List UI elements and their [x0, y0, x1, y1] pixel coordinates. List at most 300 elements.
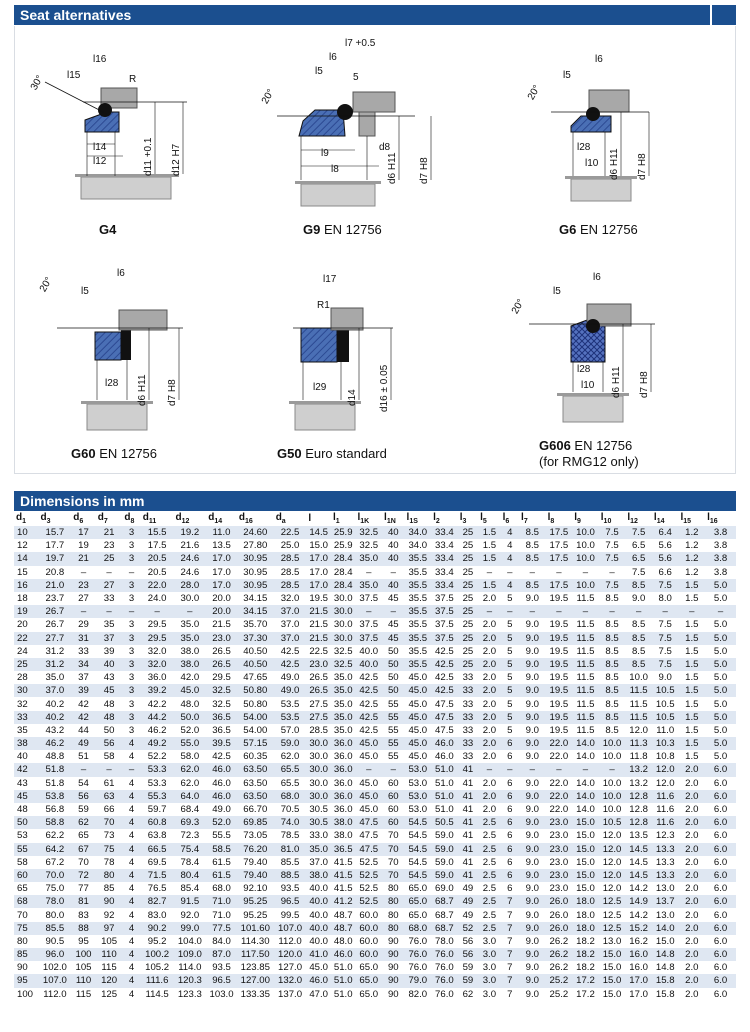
table-cell: 46.0 — [431, 737, 458, 750]
table-cell: 36.0 — [331, 737, 356, 750]
table-cell: 22.0 — [546, 777, 573, 790]
table-cell: 30.0 — [331, 592, 356, 605]
table-cell: 21.5 — [306, 632, 331, 645]
table-cell: 4 — [122, 750, 140, 763]
table-cell: 18.2 — [572, 935, 599, 948]
table-cell: 6 — [501, 737, 519, 750]
table-cell: 30.5 — [306, 803, 331, 816]
table-row — [14, 908, 736, 921]
table-cell: 11.0 — [652, 724, 679, 737]
table-cell: 48.0 — [331, 935, 356, 948]
caption-g4: G4 — [99, 222, 117, 237]
table-cell: 72.3 — [173, 829, 206, 842]
table-cell: 9.0 — [652, 671, 679, 684]
table-cell: 68.4 — [173, 803, 206, 816]
table-cell: 42.5 — [431, 684, 458, 697]
table-cell: 15.0 — [572, 843, 599, 856]
table-cell: 5 — [501, 684, 519, 697]
table-cell: 42.5 — [355, 671, 382, 684]
column-header-d12: $d_{12}$ — [175, 512, 190, 525]
label-angle20-g6: 20° — [525, 83, 543, 102]
label-l5-g606: l5 — [553, 286, 561, 297]
table-cell: 4 — [501, 552, 519, 565]
table-cell: 7.5 — [599, 552, 626, 565]
table-cell: 61.5 — [206, 856, 237, 869]
table-cell: 47.5 — [355, 843, 382, 856]
table-cell: 40 — [382, 579, 404, 592]
table-cell: – — [546, 566, 573, 579]
table-cell: 32.0 — [274, 592, 307, 605]
table-cell: 107.0 — [39, 974, 72, 987]
table-cell: 11.5 — [625, 711, 652, 724]
table-cell: 27 — [71, 592, 96, 605]
table-cell: 6 — [501, 843, 519, 856]
table-cell: 60 — [382, 790, 404, 803]
table-cell: 2.0 — [679, 988, 706, 1001]
table-cell: 65.0 — [405, 895, 432, 908]
table-cell: 36.5 — [206, 711, 237, 724]
table-cell: 77.5 — [206, 922, 237, 935]
table-cell: 3.8 — [705, 552, 736, 565]
table-cell: 1.2 — [679, 552, 706, 565]
table-cell: 70 — [382, 829, 404, 842]
table-cell: 90 — [14, 961, 39, 974]
table-cell: 70 — [96, 816, 123, 829]
table-cell: 46.0 — [306, 974, 331, 987]
table-cell: 2.0 — [679, 869, 706, 882]
column-header-d16: $d_{16}$ — [238, 512, 253, 525]
table-cell: 30.0 — [306, 763, 331, 776]
table-cell: 42.5 — [355, 724, 382, 737]
table-cell: 30.5 — [306, 816, 331, 829]
table-cell: 3.8 — [705, 539, 736, 552]
table-cell: – — [625, 605, 652, 618]
table-cell: 65 — [71, 829, 96, 842]
table-cell: 2.5 — [478, 869, 500, 882]
table-cell: 9.0 — [519, 935, 546, 948]
table-cell: 64.2 — [39, 843, 72, 856]
table-cell: 41 — [458, 869, 478, 882]
table-cell: 9.0 — [519, 843, 546, 856]
table-cell: 84.0 — [206, 935, 237, 948]
table-cell: 56 — [96, 737, 123, 750]
table-cell: 17 — [71, 526, 96, 539]
table-cell: 25 — [458, 632, 478, 645]
table-cell: 41 — [458, 816, 478, 829]
table-cell: – — [519, 763, 546, 776]
table-cell: 33.0 — [306, 829, 331, 842]
table-cell: 59 — [71, 803, 96, 816]
table-cell: 68.7 — [431, 922, 458, 935]
table-cell: 60 — [14, 869, 39, 882]
table-cell: 70 — [382, 869, 404, 882]
caption-g50: G50 Euro standard — [277, 446, 387, 461]
table-cell: 17.0 — [206, 552, 237, 565]
table-cell: 18 — [14, 592, 39, 605]
table-cell: 51.0 — [331, 974, 356, 987]
table-cell: 7.5 — [599, 539, 626, 552]
table-cell: 8.5 — [625, 632, 652, 645]
table-cell: 33.4 — [431, 539, 458, 552]
table-cell: 9.0 — [519, 908, 546, 921]
table-cell: 33 — [71, 645, 96, 658]
table-cell: 43 — [96, 671, 123, 684]
table-cell: 24 — [14, 645, 39, 658]
table-cell: 51.0 — [431, 790, 458, 803]
table-cell: 47.5 — [431, 711, 458, 724]
table-cell: 5.0 — [705, 684, 736, 697]
table-cell: 31.2 — [39, 658, 72, 671]
table-cell: 95.2 — [141, 935, 174, 948]
table-cell: 19 — [71, 539, 96, 552]
table-cell: 9.0 — [519, 790, 546, 803]
table-cell: 41 — [458, 829, 478, 842]
table-cell: 4 — [122, 974, 140, 987]
label-l29: l29 — [313, 382, 327, 393]
table-cell: – — [572, 605, 599, 618]
table-cell: 33.4 — [431, 579, 458, 592]
table-cell: 25 — [458, 645, 478, 658]
table-cell: – — [679, 605, 706, 618]
table-cell: 6 — [501, 790, 519, 803]
label-l5: l5 — [315, 66, 323, 77]
table-cell: 51.0 — [431, 803, 458, 816]
table-cell: 9.0 — [519, 988, 546, 1001]
table-cell: 61.5 — [206, 869, 237, 882]
table-cell: 37.0 — [306, 856, 331, 869]
label-angle30: 30° — [28, 73, 46, 93]
table-cell: 45 — [96, 684, 123, 697]
table-cell: 40.0 — [306, 895, 331, 908]
table-cell: 73 — [96, 829, 123, 842]
table-cell: 99.0 — [173, 922, 206, 935]
table-cell: 14.0 — [572, 737, 599, 750]
table-cell: 4 — [122, 895, 140, 908]
table-cell: 13.7 — [652, 895, 679, 908]
column-header-d7: $d_7$ — [97, 512, 108, 525]
table-cell: 6.0 — [705, 829, 736, 842]
table-cell: 35.5 — [405, 645, 432, 658]
column-header-l10: $l_{10}$ — [600, 512, 612, 525]
table-cell: 49.0 — [274, 671, 307, 684]
table-cell: 15 — [14, 566, 39, 579]
table-cell: 26.0 — [546, 895, 573, 908]
table-cell: 6.0 — [705, 961, 736, 974]
table-cell: 52.0 — [173, 724, 206, 737]
table-cell: 25 — [96, 552, 123, 565]
table-cell: 17.0 — [306, 579, 331, 592]
table-cell: 4 — [122, 856, 140, 869]
table-cell: 37.5 — [431, 592, 458, 605]
table-cell: 4 — [122, 803, 140, 816]
table-cell: 1.5 — [679, 711, 706, 724]
table-cell: 93.5 — [274, 882, 307, 895]
table-cell: 23.0 — [546, 829, 573, 842]
table-cell: 14.0 — [572, 803, 599, 816]
table-cell: 9.0 — [519, 671, 546, 684]
table-cell: 35.70 — [237, 618, 274, 631]
table-cell: 21.0 — [39, 579, 72, 592]
label-l5-g60: l5 — [81, 286, 89, 297]
table-cell: 13.0 — [652, 908, 679, 921]
table-cell: 15.0 — [599, 961, 626, 974]
table-cell: 9.0 — [519, 684, 546, 697]
table-cell: 35.5 — [405, 592, 432, 605]
table-cell: 32.5 — [331, 658, 356, 671]
table-cell: 99.5 — [274, 908, 307, 921]
table-cell: 24.0 — [141, 592, 174, 605]
table-cell: 85.4 — [173, 882, 206, 895]
table-cell: 13.3 — [652, 856, 679, 869]
table-cell: 8.5 — [599, 618, 626, 631]
table-cell: 5.0 — [705, 671, 736, 684]
table-cell: 9.0 — [519, 737, 546, 750]
label-l17: l17 — [323, 274, 337, 285]
table-cell: 19.5 — [546, 697, 573, 710]
drawing-g9 — [260, 38, 431, 206]
column-header-da: $d_a$ — [275, 512, 286, 525]
table-cell: 10.0 — [625, 671, 652, 684]
table-cell: 12.8 — [625, 816, 652, 829]
table-cell: 10.0 — [599, 737, 626, 750]
table-cell: 18.2 — [572, 948, 599, 961]
table-cell: 54 — [71, 777, 96, 790]
table-cell: 7.5 — [599, 526, 626, 539]
table-cell: 1.5 — [679, 724, 706, 737]
table-cell: 17.2 — [572, 988, 599, 1001]
table-row — [14, 882, 736, 895]
table-cell: 52.5 — [355, 869, 382, 882]
table-cell: 5.0 — [705, 658, 736, 671]
table-cell: 13.5 — [206, 539, 237, 552]
table-cell: 11.6 — [652, 816, 679, 829]
column-header-l5: $l_5$ — [480, 512, 487, 525]
table-cell: 56 — [458, 935, 478, 948]
table-cell: 6.0 — [705, 856, 736, 869]
label-l7: l7 +0.5 — [345, 38, 376, 49]
column-header-d6: $d_6$ — [73, 512, 84, 525]
table-cell: 35.5 — [405, 618, 432, 631]
table-cell: 27.5 — [306, 711, 331, 724]
table-cell: 90.2 — [141, 922, 174, 935]
table-cell: 80 — [14, 935, 39, 948]
table-cell: 7.5 — [652, 632, 679, 645]
table-cell: 48.8 — [39, 750, 72, 763]
table-cell: 35.5 — [405, 552, 432, 565]
table-cell: 33.4 — [431, 552, 458, 565]
table-cell: 2.5 — [478, 856, 500, 869]
table-cell: 79.40 — [237, 869, 274, 882]
table-cell: 3.0 — [478, 974, 500, 987]
table-cell: 41.5 — [331, 856, 356, 869]
table-cell: 30 — [14, 684, 39, 697]
table-cell: 49 — [458, 895, 478, 908]
table-cell: 21 — [96, 526, 123, 539]
table-cell: 63 — [96, 790, 123, 803]
table-cell: 10 — [14, 526, 39, 539]
drawing-g606 — [510, 272, 655, 422]
table-cell: 25.2 — [546, 988, 573, 1001]
table-cell: 12.0 — [599, 869, 626, 882]
table-row — [14, 750, 736, 763]
table-cell: 8.5 — [599, 711, 626, 724]
table-cell: 104.0 — [173, 935, 206, 948]
table-cell: 51.0 — [331, 961, 356, 974]
table-cell: 42.5 — [355, 697, 382, 710]
table-cell: 35.0 — [173, 632, 206, 645]
table-cell: 114.30 — [237, 935, 274, 948]
table-cell: 2.5 — [478, 816, 500, 829]
table-cell: 100.2 — [141, 948, 174, 961]
table-cell: 10.0 — [599, 750, 626, 763]
table-cell: 85.5 — [39, 922, 72, 935]
table-cell: 43 — [14, 777, 39, 790]
table-cell: 40.0 — [306, 882, 331, 895]
table-cell: – — [519, 566, 546, 579]
label-l9: l9 — [321, 148, 329, 159]
label-d6-g60: d6 H11 — [137, 374, 148, 406]
table-cell: 17.5 — [546, 579, 573, 592]
table-cell: 48 — [14, 803, 39, 816]
table-cell: 31 — [71, 632, 96, 645]
label-d8: d8 — [379, 142, 391, 153]
table-cell: 53.5 — [274, 711, 307, 724]
table-cell: 2.0 — [679, 895, 706, 908]
table-cell: 120 — [96, 974, 123, 987]
table-cell: 29.5 — [206, 671, 237, 684]
table-cell: 23.7 — [39, 592, 72, 605]
column-header-d14: $d_{14}$ — [208, 512, 223, 525]
table-cell: 39.2 — [141, 684, 174, 697]
table-cell: 20.0 — [206, 592, 237, 605]
table-cell: 2.0 — [679, 961, 706, 974]
table-cell: 59.7 — [141, 803, 174, 816]
table-cell: 32.0 — [141, 645, 174, 658]
table-cell: 23.0 — [306, 658, 331, 671]
label-l6-g6: l6 — [595, 54, 603, 65]
table-cell: 12.5 — [599, 895, 626, 908]
table-cell: 62.0 — [173, 763, 206, 776]
table-cell: 95.25 — [237, 895, 274, 908]
table-cell: 14.5 — [306, 526, 331, 539]
table-cell: 15.8 — [652, 988, 679, 1001]
table-cell: 45.0 — [405, 684, 432, 697]
table-cell: 6.0 — [705, 948, 736, 961]
table-cell: 45.0 — [355, 777, 382, 790]
table-cell: 63.50 — [237, 790, 274, 803]
table-cell: 45 — [382, 592, 404, 605]
table-cell: 44 — [71, 724, 96, 737]
table-cell: 13.2 — [625, 763, 652, 776]
table-cell: 33 — [458, 697, 478, 710]
label-l15: l15 — [67, 70, 81, 81]
table-cell: 11.5 — [572, 618, 599, 631]
table-cell: 60.0 — [355, 922, 382, 935]
table-cell: 45.0 — [355, 737, 382, 750]
table-cell: 3 — [122, 592, 140, 605]
column-header-d11: $d_{11}$ — [142, 512, 157, 525]
table-cell: 32.5 — [331, 645, 356, 658]
table-cell: 38.0 — [173, 658, 206, 671]
table-cell: – — [355, 763, 382, 776]
table-cell: 32.0 — [141, 658, 174, 671]
table-cell: – — [141, 605, 174, 618]
table-cell: 12.3 — [652, 829, 679, 842]
table-cell: 3.8 — [705, 566, 736, 579]
table-cell: 2.0 — [478, 645, 500, 658]
table-cell: 59.0 — [431, 856, 458, 869]
table-cell: 46.0 — [331, 948, 356, 961]
table-cell: 80 — [382, 895, 404, 908]
label-l16: l16 — [93, 54, 107, 65]
table-cell: 4 — [501, 539, 519, 552]
table-cell: 59.0 — [431, 843, 458, 856]
table-cell: 7.5 — [652, 579, 679, 592]
section-title: Dimensions in mm — [20, 493, 145, 509]
table-cell: 9.0 — [519, 658, 546, 671]
table-cell: 4 — [122, 882, 140, 895]
table-cell: 62.0 — [173, 777, 206, 790]
table-cell: 132.0 — [274, 974, 307, 987]
table-cell: 41.5 — [331, 882, 356, 895]
table-cell: 4 — [122, 829, 140, 842]
table-cell: 35.0 — [331, 684, 356, 697]
table-cell: 133.35 — [237, 988, 274, 1001]
table-cell: 96.0 — [39, 948, 72, 961]
table-cell: 1.5 — [679, 592, 706, 605]
table-cell: 4 — [122, 908, 140, 921]
table-cell: 60 — [382, 816, 404, 829]
column-header-d8: $d_8$ — [124, 512, 135, 525]
table-cell: 6.0 — [705, 763, 736, 776]
table-header-row — [14, 511, 736, 526]
table-cell: 35 — [96, 618, 123, 631]
table-cell: 48 — [96, 711, 123, 724]
table-cell: 35.0 — [331, 671, 356, 684]
table-cell: 9.0 — [519, 948, 546, 961]
table-cell: 48.0 — [173, 697, 206, 710]
table-cell: 41 — [458, 777, 478, 790]
table-cell: 47.0 — [306, 988, 331, 1001]
table-cell: 17.0 — [206, 566, 237, 579]
table-cell: 47.5 — [431, 724, 458, 737]
table-cell: 58 — [14, 856, 39, 869]
table-cell: 5 — [501, 592, 519, 605]
table-cell: 10.8 — [652, 750, 679, 763]
table-cell: 5.0 — [705, 645, 736, 658]
table-cell: 2.0 — [478, 618, 500, 631]
table-cell: 47.5 — [355, 816, 382, 829]
table-cell: 30.95 — [237, 552, 274, 565]
table-cell: 69.85 — [237, 816, 274, 829]
table-cell: 14.5 — [625, 856, 652, 869]
table-cell: 9.0 — [519, 711, 546, 724]
table-row — [14, 935, 736, 948]
table-cell: 45.0 — [405, 737, 432, 750]
label-l6: l6 — [329, 52, 337, 63]
table-cell: 45.0 — [405, 671, 432, 684]
table-cell: 54.5 — [405, 869, 432, 882]
table-cell: 81.0 — [274, 843, 307, 856]
dimensions-table — [14, 511, 736, 1001]
table-cell: 11.5 — [572, 632, 599, 645]
table-cell: 1.5 — [679, 750, 706, 763]
table-cell: 42.5 — [206, 750, 237, 763]
table-row — [14, 579, 736, 592]
column-header-l12: $l_{12}$ — [627, 512, 638, 525]
table-cell: 30.0 — [306, 750, 331, 763]
table-row — [14, 684, 736, 697]
